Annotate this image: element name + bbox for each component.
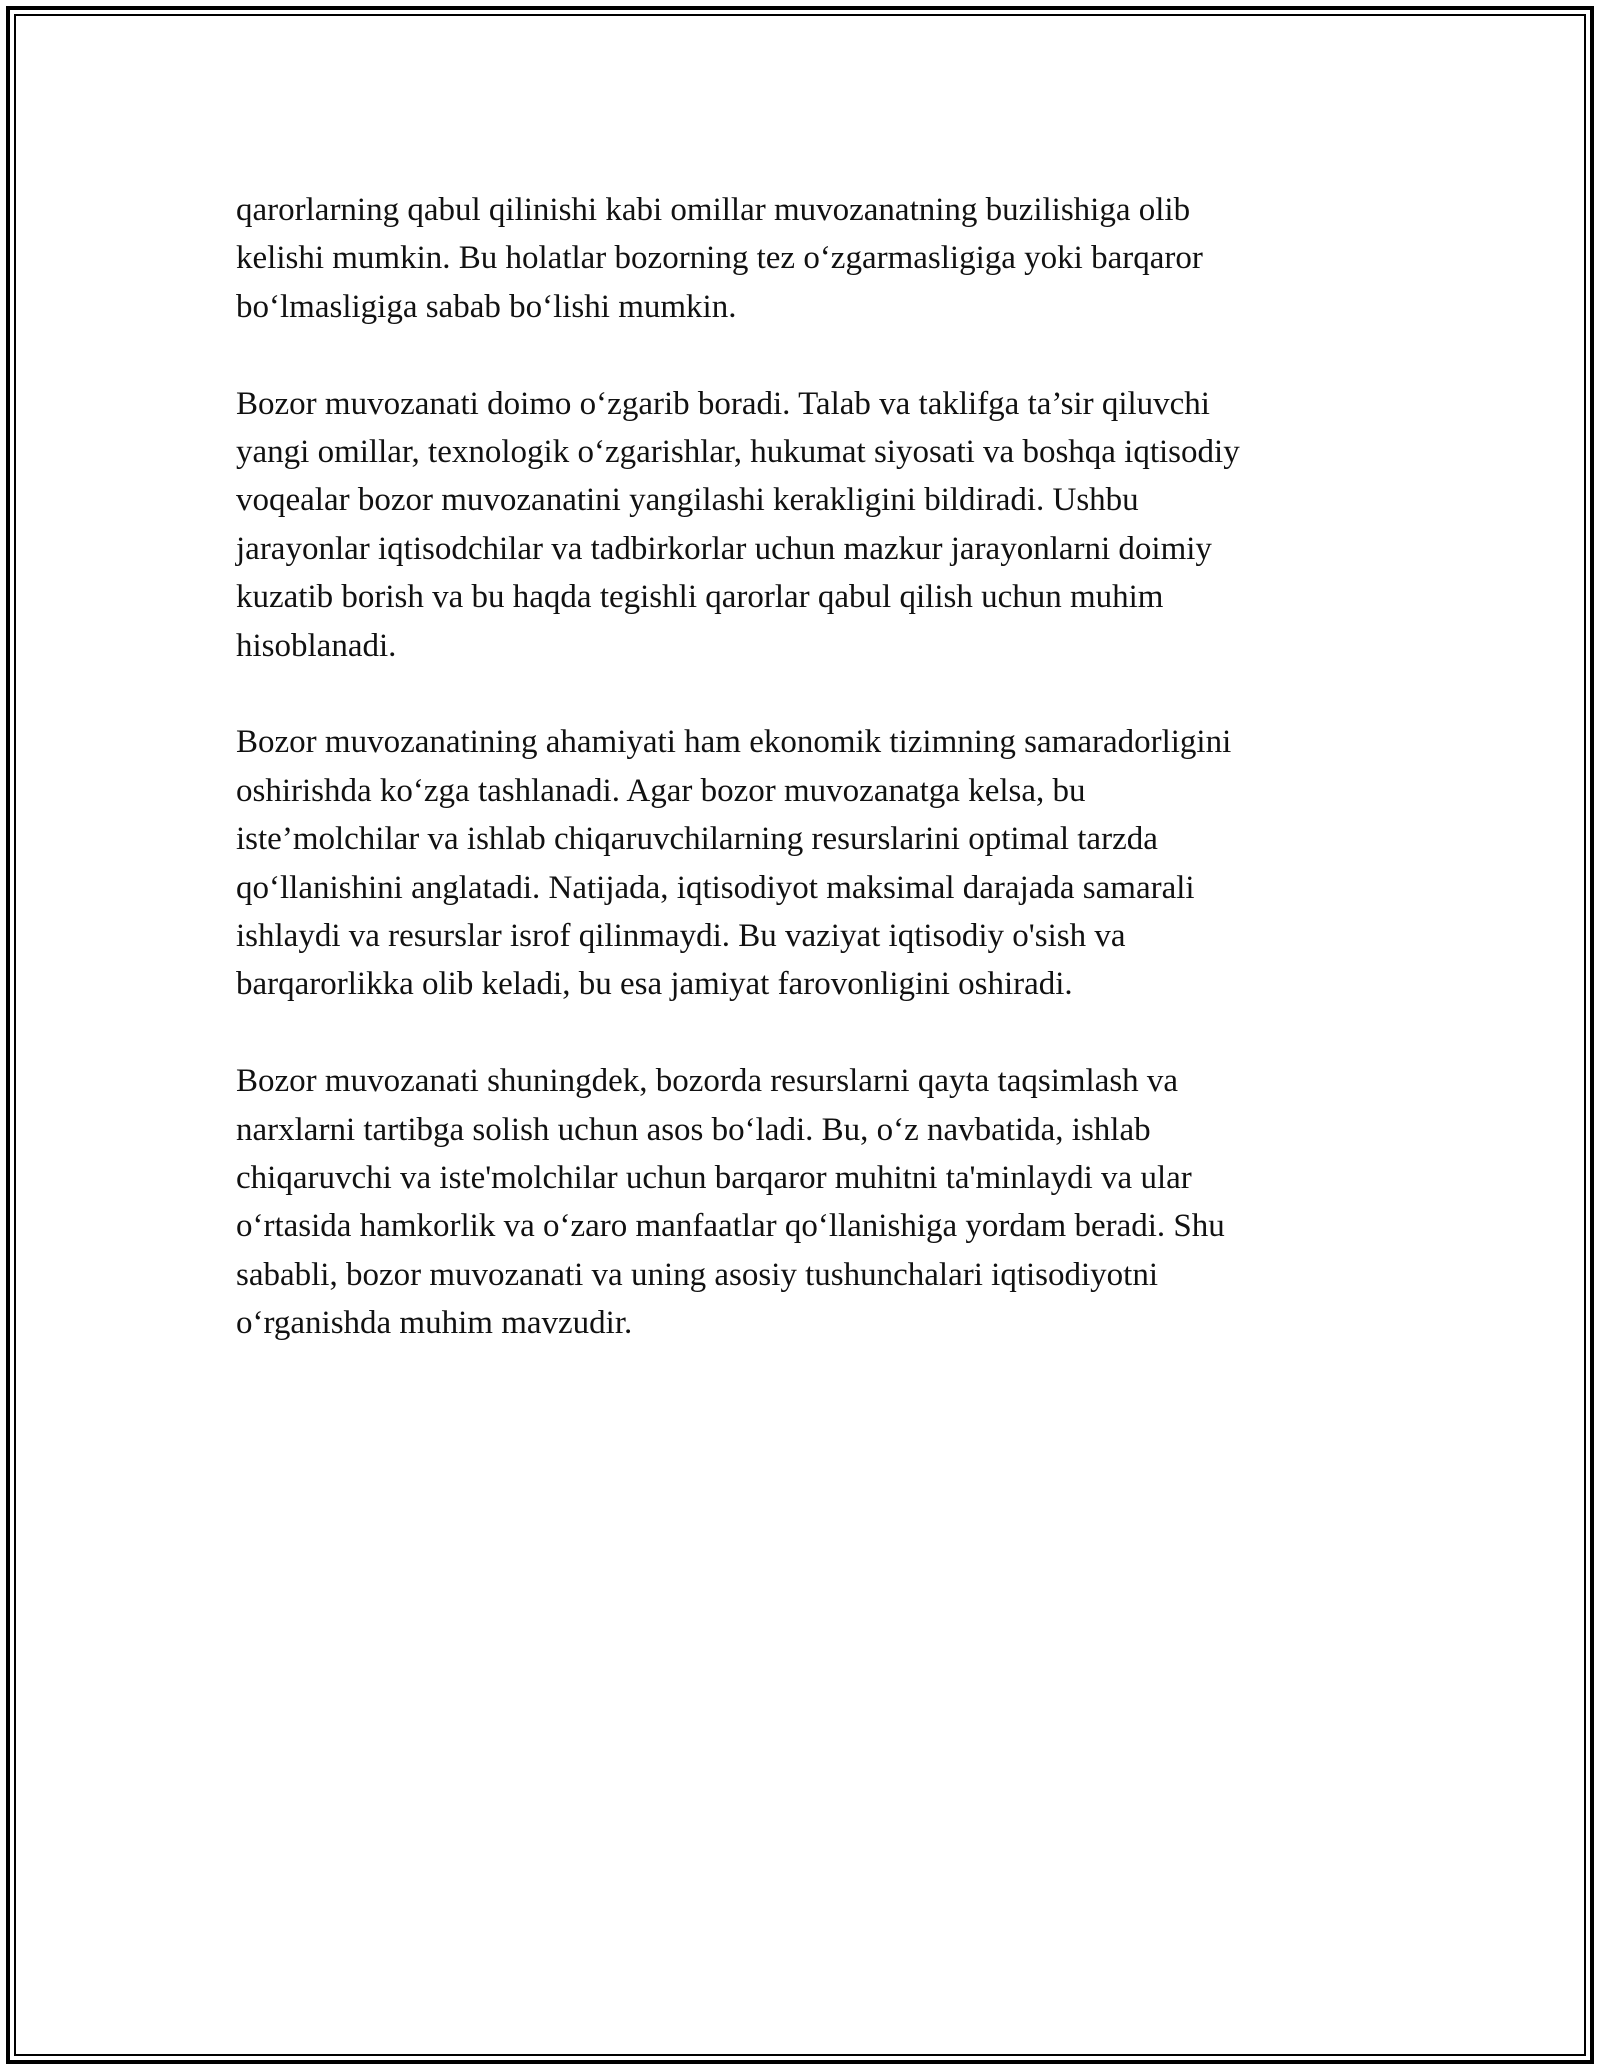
paragraph-3 bbox=[236, 718, 1386, 1008]
paragraph-line: narxlarni tartibga solish uchun asos bo‘ladi. Bu, o‘z navbatida, ishlab bbox=[236, 1111, 1151, 1148]
paragraph-line: yangi omillar, texnologik o‘zgarishlar, hukumat siyosati va boshqa iqtisodiy bbox=[236, 434, 1240, 471]
paragraph-line: voqealar bozor muvozanatini yangilashi kerakligini bildiradi. Ushbu bbox=[236, 482, 1139, 519]
paragraph-line: Bozor muvozanatining ahamiyati ham ekonomik tizimning samaradorligini bbox=[236, 724, 1232, 761]
paragraph-line: oshirishda ko‘zga tashlanadi. Agar bozor muvozanatga kelsa, bu bbox=[236, 772, 1086, 809]
paragraph-line: chiqaruvchi va iste'molchilar uchun barqaror muhitni ta'minlaydi va ular bbox=[236, 1160, 1192, 1197]
paragraph-line: qo‘llanishini anglatadi. Natijada, iqtisodiyot maksimal darajada samarali bbox=[236, 869, 1195, 906]
paragraph-line: Bozor muvozanati shuningdek, bozorda resurslarni qayta taqsimlash va bbox=[236, 1063, 1179, 1100]
paragraph-line: o‘rtasida hamkorlik va o‘zaro manfaatlar qo‘llanishiga yordam beradi. Shu bbox=[236, 1208, 1225, 1245]
paragraph-2 bbox=[236, 380, 1386, 670]
paragraph-line: kelishi mumkin. Bu holatlar bozorning tez o‘zgarmasligiga yoki barqaror bbox=[236, 240, 1203, 277]
paragraph-line: qarorlarning qabul qilinishi kabi omillar muvozanatning buzilishiga olib bbox=[236, 192, 1191, 228]
paragraph-line: jarayonlar iqtisodchilar va tadbirkorlar uchun mazkur jarayonlarni doimiy bbox=[236, 530, 1212, 567]
paragraph-line: iste’molchilar va ishlab chiqaruvchilarning resurslarini optimal tarzda bbox=[236, 821, 1158, 858]
paragraph-line: kuzatib borish va bu haqda tegishli qarorlar qabul qilish uchun muhim bbox=[236, 579, 1164, 616]
paragraph-line: barqarorlikka olib keladi, bu esa jamiyat farovonligini oshiradi. bbox=[236, 966, 1073, 1003]
paragraph-line: o‘rganishda muhim mavzudir. bbox=[236, 1305, 633, 1342]
document-body bbox=[236, 186, 1386, 1396]
paragraph-line: bo‘lmasligiga sabab bo‘lishi mumkin. bbox=[236, 288, 737, 325]
paragraph-line: ishlaydi va resurslar isrof qilinmaydi. Bu vaziyat iqtisodiy o'sish va bbox=[236, 918, 1126, 955]
paragraph-4 bbox=[236, 1057, 1386, 1347]
paragraph-line: Bozor muvozanati doimo o‘zgarib boradi. Talab va taklifga ta’sir qiluvchi bbox=[236, 385, 1210, 422]
paragraph-line: sababli, bozor muvozanati va uning asosiy tushunchalari iqtisodiyotni bbox=[236, 1256, 1159, 1293]
paragraph-line: hisoblanadi. bbox=[236, 627, 397, 664]
paragraph-1 bbox=[236, 186, 1386, 331]
